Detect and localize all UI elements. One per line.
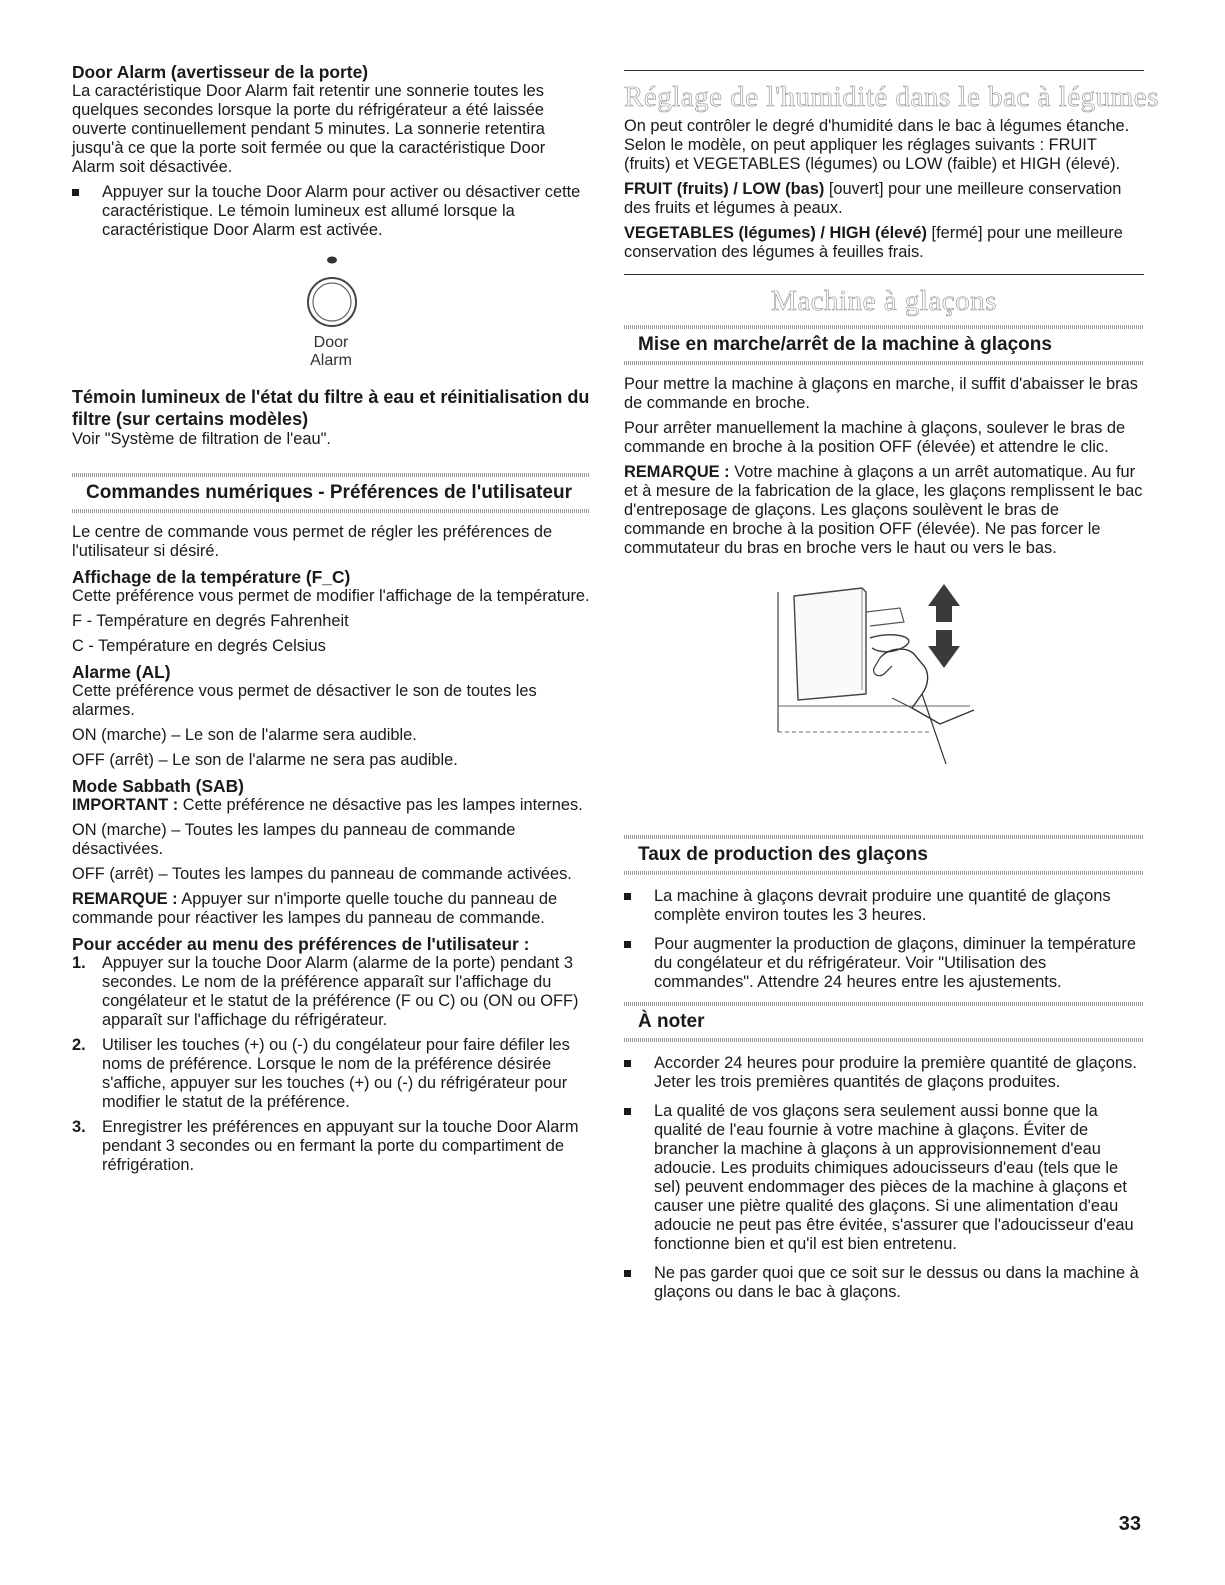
arrow-down-icon — [928, 630, 960, 668]
humidity-title: Réglage de l'humidité dans le bac à légumes — [624, 81, 1159, 113]
rate-heading: Taux de production des glaçons — [638, 844, 928, 865]
temp-text: Cette préférence vous permet de modifier l'affichage de la température. — [72, 587, 590, 605]
menu-steps — [72, 954, 590, 1175]
note-bullet: Accorder 24 heures pour produire la première quantité de glaçons. Jeter les trois premières quantités de glaçons produites. — [624, 1054, 1144, 1092]
door-label-line1: Door — [313, 334, 349, 351]
step-number: 3. — [72, 1118, 86, 1136]
step-text: Appuyer sur la touche Door Alarm (alarme de la porte) pendant 3 secondes. Le nom de la préférence apparaît sur l'affichage du congélateur et le statut de la préférence (F ou C) ou (ON ou OFF) apparaît sur l'affichage du réfrigérateur. — [102, 954, 579, 1029]
menu-step — [72, 954, 590, 1030]
hatch-divider — [624, 1038, 1144, 1042]
hand-icon — [880, 649, 974, 724]
menu-step — [72, 1036, 590, 1112]
sabbath-off: OFF (arrêt) – Toutes les lampes du panneau de commande activées. — [72, 865, 572, 883]
alarm-off: OFF (arrêt) – Le son de l'alarme ne sera pas audible. — [72, 751, 458, 769]
door-alarm-bullets — [72, 183, 590, 240]
hatch-divider — [624, 871, 1144, 875]
hatch-divider — [72, 509, 590, 513]
door-alarm-text: La caractéristique Door Alarm fait retentir une sonnerie toutes les quelques secondes lorsque la porte du réfrigérateur a été laissée ouverte continuellement pendant 5 minutes. La sonnerie retentira jusqu'à ce que la porte soit fermée ou que la caractéristique Door Alarm soit désactivée. — [72, 82, 546, 176]
door-alarm-bullet: Appuyer sur la touche Door Alarm pour activer ou désactiver cette caractéristique. Le témoin lumineux est allumé lorsque la caractéristique Door Alarm est activée. — [72, 183, 590, 240]
filter-title: Témoin lumineux de l'état du filtre à eau et réinitialisation du filtre (sur certains modèles) — [72, 387, 590, 429]
temp-title: Affichage de la température (F_C) — [72, 567, 351, 587]
step-text: Utiliser les touches (+) ou (-) du congélateur pour faire défiler les noms de préférence. Lorsque le nom de la préférence désirée s'affiche, appuyer sur les touches (+) ou (-) du réfrigérateur pour modifier le statut de la préférence. — [102, 1036, 570, 1111]
ice-title: Machine à glaçons — [771, 285, 997, 317]
sabbath-title: Mode Sabbath (SAB) — [72, 776, 244, 796]
right-column — [624, 62, 1159, 1312]
sabbath-important — [72, 796, 590, 815]
note-bullet: La qualité de vos glaçons sera seulement aussi bonne que la qualité de l'eau fournie à votre machine à glaçons. Éviter de brancher la machine à glaçons à un approvisionnement d'eau adoucie. Les produits chimiques adoucisseurs d'eau (tels que le sel) peuvent endommager des pièces de la machine à glaçons et causer une piètre qualité des glaçons. Si une alimentation d'eau adoucie ne peut pas être évitée, s'assurer que l'adoucisseur d'eau fonctionne bien et qu'il est bien entretenu. — [624, 1102, 1144, 1254]
fruit-text: [ouvert] pour une meilleure conservation des fruits et légumes à peaux. — [624, 180, 1122, 217]
onoff-p1: Pour mettre la machine à glaçons en marche, il suffit d'abaisser le bras de commande en broche. — [624, 375, 1138, 412]
filter-text: Voir "Système de filtration de l'eau". — [72, 430, 331, 448]
page-number: 33 — [1118, 1513, 1141, 1535]
door-alarm-label — [72, 334, 590, 370]
rate-bullets — [624, 887, 1144, 992]
onoff-heading-block — [624, 325, 1144, 365]
important-text: Cette préférence ne désactive pas les lampes internes. — [178, 796, 583, 814]
left-column — [72, 62, 590, 1181]
note-bullet: Ne pas garder quoi que ce soit sur le dessus ou dans la machine à glaçons ou dans le bac à glaçons. — [624, 1264, 1144, 1302]
step-text: Enregistrer les préférences en appuyant sur la touche Door Alarm pendant 3 secondes ou en fermant la porte du compartiment de réfrigération. — [102, 1118, 579, 1174]
note-bullets — [624, 1054, 1144, 1302]
sabbath-on: ON (marche) – Toutes les lampes du panneau de commande désactivées. — [72, 821, 516, 858]
ice-maker-illustration — [774, 582, 994, 814]
ice-maker-icon — [794, 588, 866, 700]
veg-setting — [624, 224, 1144, 262]
note-heading-block — [624, 1002, 1144, 1042]
fruit-setting — [624, 180, 1144, 218]
hatch-divider — [624, 361, 1144, 365]
section-rule — [624, 274, 1144, 275]
note-heading: À noter — [638, 1011, 705, 1032]
alarm-on: ON (marche) – Le son de l'alarme sera audible. — [72, 726, 417, 744]
door-alarm-title: Door Alarm (avertisseur de la porte) — [72, 62, 369, 82]
sabbath-note — [72, 890, 590, 928]
menu-title: Pour accéder au menu des préférences de l'utilisateur : — [72, 934, 530, 954]
step-number: 1. — [72, 954, 86, 972]
door-alarm-figure — [72, 250, 590, 370]
alarm-text: Cette préférence vous permet de désactiver le son de toutes les alarmes. — [72, 682, 537, 719]
menu-step — [72, 1118, 590, 1175]
arrow-up-icon — [928, 584, 960, 622]
rate-bullet: Pour augmenter la production de glaçons, diminuer la température du congélateur et du réfrigérateur. Voir "Utilisation des commandes". Attendre 24 heures entre les ajustements. — [624, 935, 1144, 992]
step-number: 2. — [72, 1036, 86, 1054]
alarm-title: Alarme (AL) — [72, 662, 171, 682]
temp-f: F - Température en degrés Fahrenheit — [72, 612, 349, 630]
door-label-line2: Alarm — [310, 352, 352, 369]
door-alarm-button-icon — [302, 250, 362, 334]
note-text: Votre machine à glaçons a un arrêt automatique. Au fur et à mesure de la fabrication de la glace, les glaçons remplissent le bac d'entreposage de glaçons. Les glaçons soulèvent le bras de commande en broche à la position OFF (élevée). Ne pas forcer le commutateur du bras en broche vers le haut ou vers le bas. — [624, 463, 1143, 557]
indicator-light-icon — [327, 257, 337, 264]
note-label: REMARQUE : — [624, 463, 730, 481]
humidity-text: On peut contrôler le degré d'humidité dans le bac à légumes étanche. Selon le modèle, on peut appliquer les réglages suivants : FRUIT (fruits) et VEGETABLES (légumes) ou LOW (faible) et HIGH (élevé). — [624, 117, 1130, 173]
temp-c: C - Température en degrés Celsius — [72, 637, 326, 655]
commands-heading: Commandes numériques - Préférences de l'utilisateur — [86, 482, 573, 503]
commands-heading-block — [72, 473, 590, 513]
section-rule — [624, 70, 1144, 71]
fruit-label: FRUIT (fruits) / LOW (bas) — [624, 180, 825, 198]
onoff-p2: Pour arrêter manuellement la machine à glaçons, soulever le bras de commande en broche à la position OFF (élevée) et attendre le clic. — [624, 419, 1126, 456]
note-label: REMARQUE : — [72, 890, 178, 908]
rate-bullet: La machine à glaçons devrait produire une quantité de glaçons complète environ toutes les 3 heures. — [624, 887, 1144, 925]
note-text: Appuyer sur n'importe quelle touche du panneau de commande pour réactiver les lampes du panneau de commande. — [72, 890, 558, 927]
onoff-heading: Mise en marche/arrêt de la machine à glaçons — [638, 334, 1052, 355]
veg-text: [fermé] pour une meilleure conservation des légumes à feuilles frais. — [624, 224, 1123, 261]
commands-intro: Le centre de commande vous permet de régler les préférences de l'utilisateur si désiré. — [72, 523, 553, 560]
veg-label: VEGETABLES (légumes) / HIGH (élevé) — [624, 224, 927, 242]
onoff-note — [624, 463, 1144, 558]
important-label: IMPORTANT : — [72, 796, 179, 814]
rate-heading-block — [624, 835, 1144, 875]
